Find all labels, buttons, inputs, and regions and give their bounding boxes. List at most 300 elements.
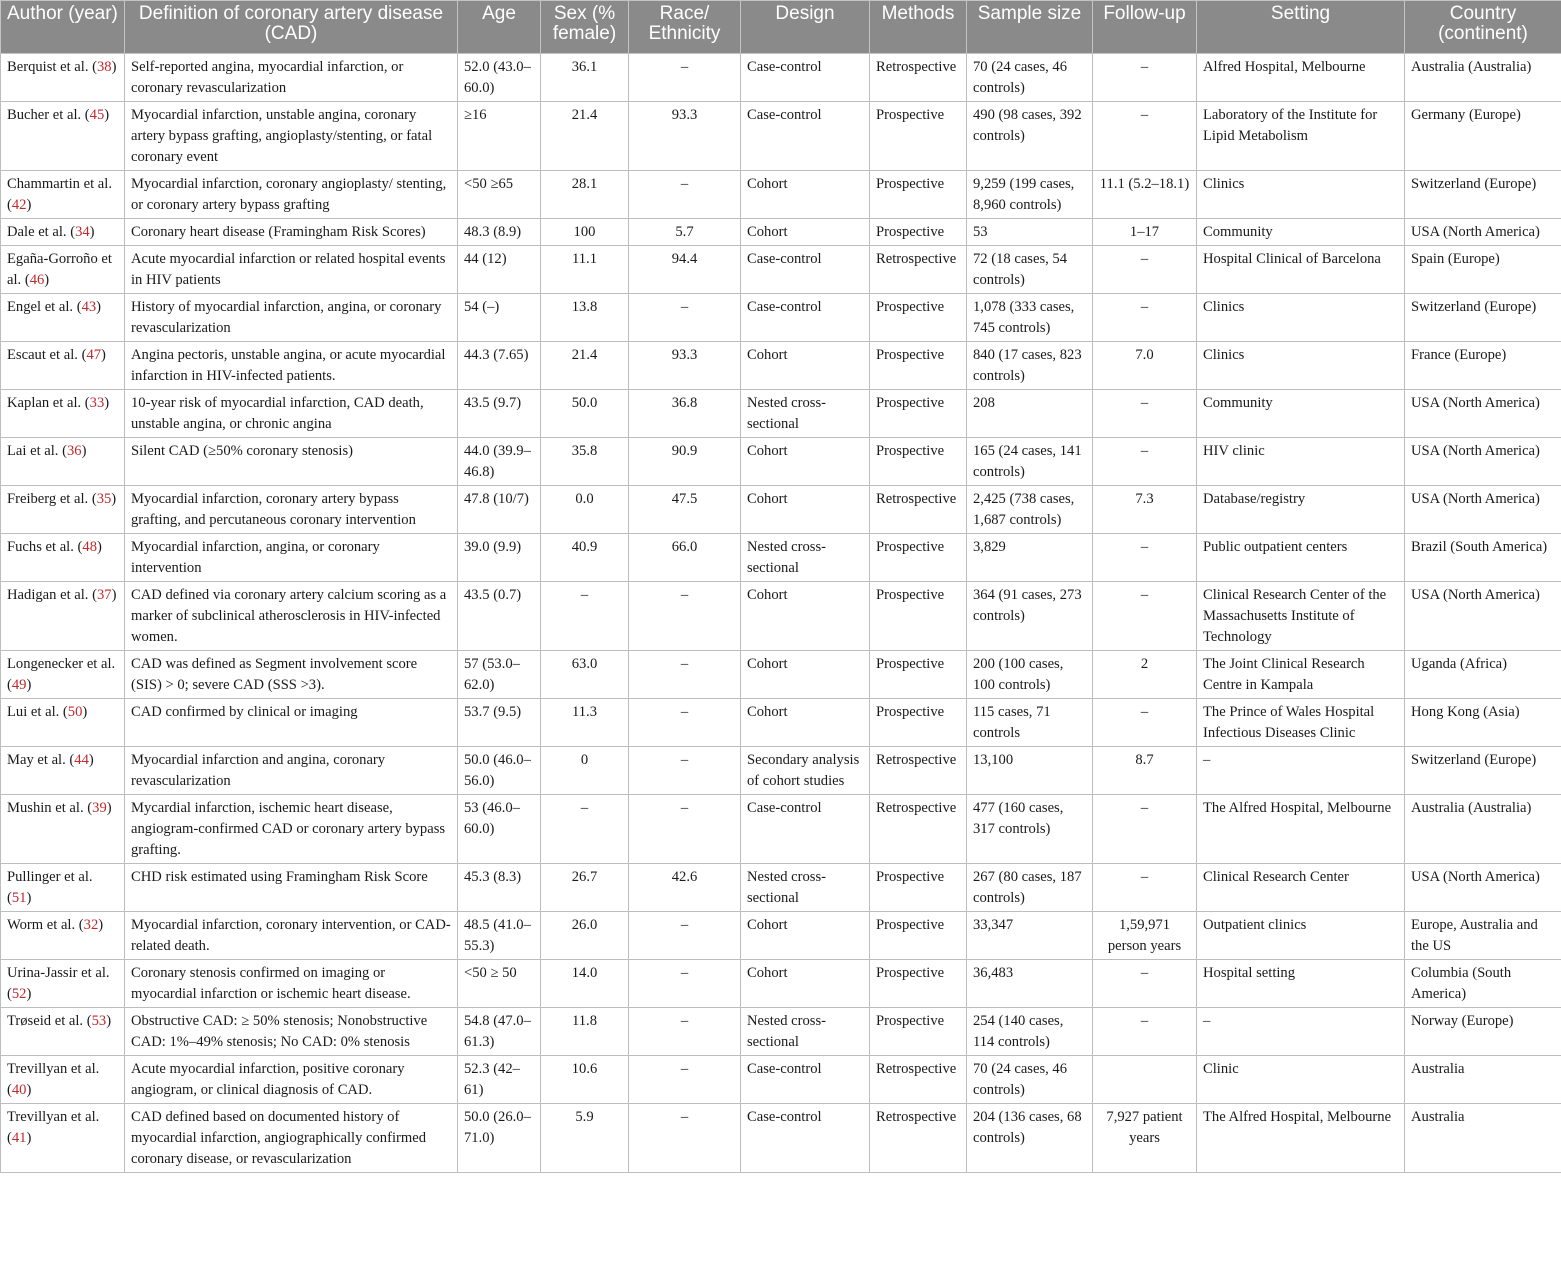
cell-sex: 5.9 bbox=[541, 1104, 629, 1173]
table-row bbox=[1, 747, 1561, 795]
reference-link[interactable]: 36 bbox=[66, 443, 82, 459]
cell-sex: 28.1 bbox=[541, 171, 629, 219]
cell-sex: 26.7 bbox=[541, 864, 629, 912]
cell-follow-up: – bbox=[1093, 534, 1197, 582]
reference-link[interactable]: 53 bbox=[91, 1013, 107, 1029]
cell-author: May et al. (44) bbox=[1, 747, 125, 795]
cell-follow-up: 7,927 patient years bbox=[1093, 1104, 1197, 1173]
cell-design: Case-control bbox=[741, 1104, 870, 1173]
cell-race: – bbox=[629, 651, 741, 699]
cell-race: – bbox=[629, 54, 741, 102]
author-name: Bucher et al. bbox=[7, 107, 82, 123]
author-name: Egaña-Gorroño et al. bbox=[7, 251, 112, 288]
cell-follow-up: – bbox=[1093, 438, 1197, 486]
cell-design: Nested cross-sectional bbox=[741, 1008, 870, 1056]
author-name: Dale et al. bbox=[7, 224, 67, 240]
cell-race: – bbox=[629, 582, 741, 651]
cell-sample-size: 204 (136 cases, 68 controls) bbox=[967, 1104, 1093, 1173]
cell-sample-size: 165 (24 cases, 141 controls) bbox=[967, 438, 1093, 486]
cell-age: <50 ≥ 50 bbox=[458, 960, 541, 1008]
cell-race: – bbox=[629, 747, 741, 795]
cell-age: 54.8 (47.0–61.3) bbox=[458, 1008, 541, 1056]
cell-follow-up: – bbox=[1093, 699, 1197, 747]
author-name: Longenecker et al. bbox=[7, 656, 116, 672]
cell-definition: Mycardial infarction, ischemic heart disease, angiogram-confirmed CAD or coronary artery bypass grafting. bbox=[125, 795, 458, 864]
cell-sample-size: 36,483 bbox=[967, 960, 1093, 1008]
cell-country: Australia (Australia) bbox=[1405, 54, 1561, 102]
cell-definition: CAD was defined as Segment involvement score (SIS) > 0; severe CAD (SSS >3). bbox=[125, 651, 458, 699]
reference-link[interactable]: 45 bbox=[89, 107, 105, 123]
table-row bbox=[1, 582, 1561, 651]
cell-sample-size: 3,829 bbox=[967, 534, 1093, 582]
cell-setting: Clinics bbox=[1197, 171, 1405, 219]
cell-sex: 63.0 bbox=[541, 651, 629, 699]
cell-setting: Clinic bbox=[1197, 1056, 1405, 1104]
table-row bbox=[1, 1056, 1561, 1104]
cell-country: Uganda (Africa) bbox=[1405, 651, 1561, 699]
cell-design: Case-control bbox=[741, 795, 870, 864]
cell-age: 50.0 (26.0–71.0) bbox=[458, 1104, 541, 1173]
cell-setting: Community bbox=[1197, 219, 1405, 246]
cell-follow-up: – bbox=[1093, 864, 1197, 912]
cell-age: 43.5 (0.7) bbox=[458, 582, 541, 651]
cell-author: Trøseid et al. (53) bbox=[1, 1008, 125, 1056]
cell-methods: Prospective bbox=[870, 582, 967, 651]
cell-methods: Retrospective bbox=[870, 747, 967, 795]
cell-sex: – bbox=[541, 795, 629, 864]
header-sample-size: Sample size bbox=[967, 1, 1093, 54]
cell-author: Urina-Jassir et al. (52) bbox=[1, 960, 125, 1008]
header-race: Race/ Ethnicity bbox=[629, 1, 741, 54]
cell-sex: 11.8 bbox=[541, 1008, 629, 1056]
header-author: Author (year) bbox=[1, 1, 125, 54]
cell-country: Europe, Australia and the US bbox=[1405, 912, 1561, 960]
cell-design: Cohort bbox=[741, 171, 870, 219]
cell-sample-size: 70 (24 cases, 46 controls) bbox=[967, 1056, 1093, 1104]
cell-sample-size: 9,259 (199 cases, 8,960 controls) bbox=[967, 171, 1093, 219]
cell-follow-up: – bbox=[1093, 1008, 1197, 1056]
reference-link[interactable]: 34 bbox=[75, 224, 90, 240]
author-name: Trøseid et al. bbox=[7, 1013, 84, 1029]
cell-author: Fuchs et al. (48) bbox=[1, 534, 125, 582]
table-row bbox=[1, 486, 1561, 534]
cell-design: Cohort bbox=[741, 582, 870, 651]
reference-link[interactable]: 38 bbox=[96, 59, 112, 75]
cell-setting: Clinics bbox=[1197, 342, 1405, 390]
cell-country: Australia bbox=[1405, 1104, 1561, 1173]
header-row bbox=[1, 1, 1561, 54]
cell-author: Escaut et al. (47) bbox=[1, 342, 125, 390]
cell-race: 93.3 bbox=[629, 102, 741, 171]
reference-link[interactable]: 42 bbox=[11, 197, 27, 213]
cell-sample-size: 200 (100 cases, 100 controls) bbox=[967, 651, 1093, 699]
cell-methods: Prospective bbox=[870, 102, 967, 171]
cell-race: – bbox=[629, 795, 741, 864]
cell-author: Berquist et al. (38) bbox=[1, 54, 125, 102]
cell-design: Cohort bbox=[741, 699, 870, 747]
author-name: Kaplan et al. bbox=[7, 395, 82, 411]
reference-link[interactable]: 51 bbox=[11, 890, 27, 906]
cell-design: Case-control bbox=[741, 102, 870, 171]
cell-race: – bbox=[629, 171, 741, 219]
cell-definition: Acute myocardial infarction or related hospital events in HIV patients bbox=[125, 246, 458, 294]
table-row bbox=[1, 171, 1561, 219]
cell-age: 53.7 (9.5) bbox=[458, 699, 541, 747]
cell-age: 50.0 (46.0–56.0) bbox=[458, 747, 541, 795]
cell-author: Mushin et al. (39) bbox=[1, 795, 125, 864]
cell-age: 44.0 (39.9–46.8) bbox=[458, 438, 541, 486]
cell-race: – bbox=[629, 1008, 741, 1056]
cell-sample-size: 53 bbox=[967, 219, 1093, 246]
cell-follow-up: – bbox=[1093, 294, 1197, 342]
cell-country: Norway (Europe) bbox=[1405, 1008, 1561, 1056]
cell-methods: Retrospective bbox=[870, 1104, 967, 1173]
cell-age: 53 (46.0–60.0) bbox=[458, 795, 541, 864]
cell-sample-size: 267 (80 cases, 187 controls) bbox=[967, 864, 1093, 912]
cell-definition: History of myocardial infarction, angina, or coronary revascularization bbox=[125, 294, 458, 342]
cell-setting: – bbox=[1197, 1008, 1405, 1056]
cell-age: 52.0 (43.0–60.0) bbox=[458, 54, 541, 102]
cell-setting: Hospital Clinical of Barcelona bbox=[1197, 246, 1405, 294]
cell-sex: 26.0 bbox=[541, 912, 629, 960]
cell-methods: Prospective bbox=[870, 219, 967, 246]
cell-methods: Retrospective bbox=[870, 486, 967, 534]
author-name: Chammartin et al. bbox=[7, 176, 112, 192]
cell-race: – bbox=[629, 1104, 741, 1173]
cell-methods: Prospective bbox=[870, 390, 967, 438]
reference-link[interactable]: 50 bbox=[67, 704, 83, 720]
cell-race: 42.6 bbox=[629, 864, 741, 912]
cell-setting: Clinics bbox=[1197, 294, 1405, 342]
reference-link[interactable]: 52 bbox=[11, 986, 27, 1002]
cell-sex: 36.1 bbox=[541, 54, 629, 102]
author-name: Freiberg et al. bbox=[7, 491, 89, 507]
cell-definition: CAD confirmed by clinical or imaging bbox=[125, 699, 458, 747]
cell-author: Dale et al. (34) bbox=[1, 219, 125, 246]
cell-sample-size: 33,347 bbox=[967, 912, 1093, 960]
cell-definition: Myocardial infarction, angina, or coronary intervention bbox=[125, 534, 458, 582]
reference-link[interactable]: 32 bbox=[83, 917, 99, 933]
cell-country: France (Europe) bbox=[1405, 342, 1561, 390]
cell-author: Pullinger et al. (51) bbox=[1, 864, 125, 912]
cell-definition: Obstructive CAD: ≥ 50% stenosis; Nonobstructive CAD: 1%–49% stenosis; No CAD: 0% stenosis bbox=[125, 1008, 458, 1056]
cell-setting: Clinical Research Center of the Massachusetts Institute of Technology bbox=[1197, 582, 1405, 651]
cell-country: Spain (Europe) bbox=[1405, 246, 1561, 294]
author-name: Pullinger et al. bbox=[7, 869, 93, 885]
cell-author: Kaplan et al. (33) bbox=[1, 390, 125, 438]
table-row bbox=[1, 1104, 1561, 1173]
cell-country: Germany (Europe) bbox=[1405, 102, 1561, 171]
cell-sex: 0 bbox=[541, 747, 629, 795]
cell-country: Australia (Australia) bbox=[1405, 795, 1561, 864]
reference-link[interactable]: 40 bbox=[11, 1082, 27, 1098]
cell-country: USA (North America) bbox=[1405, 486, 1561, 534]
cell-sample-size: 70 (24 cases, 46 controls) bbox=[967, 54, 1093, 102]
cell-setting: Database/registry bbox=[1197, 486, 1405, 534]
cell-author: Longenecker et al. (49) bbox=[1, 651, 125, 699]
cell-sex: 40.9 bbox=[541, 534, 629, 582]
author-name: Escaut et al. bbox=[7, 347, 78, 363]
table-row bbox=[1, 54, 1561, 102]
table-row bbox=[1, 651, 1561, 699]
reference-link[interactable]: 43 bbox=[81, 299, 97, 315]
reference-link[interactable]: 33 bbox=[89, 395, 105, 411]
header-sex: Sex (% female) bbox=[541, 1, 629, 54]
cell-sample-size: 115 cases, 71 controls bbox=[967, 699, 1093, 747]
author-name: Lai et al. bbox=[7, 443, 59, 459]
cell-age: 52.3 (42–61) bbox=[458, 1056, 541, 1104]
author-name: Berquist et al. bbox=[7, 59, 89, 75]
cell-author: Engel et al. (43) bbox=[1, 294, 125, 342]
cell-follow-up: 7.3 bbox=[1093, 486, 1197, 534]
cell-definition: Silent CAD (≥50% coronary stenosis) bbox=[125, 438, 458, 486]
reference-link[interactable]: 44 bbox=[74, 752, 89, 768]
cell-sex: 0.0 bbox=[541, 486, 629, 534]
cell-country: Switzerland (Europe) bbox=[1405, 171, 1561, 219]
cell-follow-up: 11.1 (5.2–18.1) bbox=[1093, 171, 1197, 219]
cell-sample-size: 490 (98 cases, 392 controls) bbox=[967, 102, 1093, 171]
cell-country: USA (North America) bbox=[1405, 219, 1561, 246]
cell-sex: 35.8 bbox=[541, 438, 629, 486]
cell-country: Columbia (South America) bbox=[1405, 960, 1561, 1008]
cell-age: 44.3 (7.65) bbox=[458, 342, 541, 390]
cell-age: 54 (–) bbox=[458, 294, 541, 342]
cell-country: USA (North America) bbox=[1405, 390, 1561, 438]
cell-country: Australia bbox=[1405, 1056, 1561, 1104]
cell-country: Brazil (South America) bbox=[1405, 534, 1561, 582]
cell-sex: – bbox=[541, 582, 629, 651]
cell-follow-up: 2 bbox=[1093, 651, 1197, 699]
cell-sample-size: 208 bbox=[967, 390, 1093, 438]
cell-setting: The Alfred Hospital, Melbourne bbox=[1197, 795, 1405, 864]
cell-age: 47.8 (10/7) bbox=[458, 486, 541, 534]
cell-definition: Coronary stenosis confirmed on imaging or myocardial infarction or ischemic heart disease. bbox=[125, 960, 458, 1008]
cell-country: Hong Kong (Asia) bbox=[1405, 699, 1561, 747]
reference-link[interactable]: 48 bbox=[82, 539, 97, 555]
cell-race: 47.5 bbox=[629, 486, 741, 534]
cell-follow-up: – bbox=[1093, 960, 1197, 1008]
cell-race: – bbox=[629, 960, 741, 1008]
cell-follow-up: – bbox=[1093, 246, 1197, 294]
cell-author: Bucher et al. (45) bbox=[1, 102, 125, 171]
reference-link[interactable]: 39 bbox=[92, 800, 107, 816]
cell-definition: Coronary heart disease (Framingham Risk Scores) bbox=[125, 219, 458, 246]
cell-setting: Community bbox=[1197, 390, 1405, 438]
cell-sex: 100 bbox=[541, 219, 629, 246]
header-follow-up: Follow-up bbox=[1093, 1, 1197, 54]
cell-methods: Prospective bbox=[870, 171, 967, 219]
cell-sample-size: 72 (18 cases, 54 controls) bbox=[967, 246, 1093, 294]
cell-race: 66.0 bbox=[629, 534, 741, 582]
cell-age: 57 (53.0–62.0) bbox=[458, 651, 541, 699]
table-row bbox=[1, 246, 1561, 294]
table-row bbox=[1, 864, 1561, 912]
cell-age: <50 ≥65 bbox=[458, 171, 541, 219]
table-header bbox=[1, 1, 1561, 54]
cell-methods: Retrospective bbox=[870, 54, 967, 102]
cell-setting: Alfred Hospital, Melbourne bbox=[1197, 54, 1405, 102]
cell-methods: Prospective bbox=[870, 864, 967, 912]
reference-link[interactable]: 47 bbox=[86, 347, 102, 363]
cell-race: 5.7 bbox=[629, 219, 741, 246]
cell-design: Cohort bbox=[741, 960, 870, 1008]
cell-design: Cohort bbox=[741, 438, 870, 486]
cell-design: Cohort bbox=[741, 912, 870, 960]
table-body bbox=[1, 54, 1561, 1173]
table-row bbox=[1, 795, 1561, 864]
cell-race: 94.4 bbox=[629, 246, 741, 294]
cell-sex: 21.4 bbox=[541, 102, 629, 171]
table-row bbox=[1, 1008, 1561, 1056]
cell-age: 39.0 (9.9) bbox=[458, 534, 541, 582]
cell-race: 36.8 bbox=[629, 390, 741, 438]
cell-race: – bbox=[629, 699, 741, 747]
cell-age: ≥16 bbox=[458, 102, 541, 171]
header-age: Age bbox=[458, 1, 541, 54]
cell-setting: Outpatient clinics bbox=[1197, 912, 1405, 960]
cell-methods: Prospective bbox=[870, 960, 967, 1008]
cell-follow-up: 1–17 bbox=[1093, 219, 1197, 246]
cell-sex: 11.1 bbox=[541, 246, 629, 294]
table-row bbox=[1, 342, 1561, 390]
cell-design: Case-control bbox=[741, 1056, 870, 1104]
reference-link[interactable]: 37 bbox=[96, 587, 112, 603]
header-setting: Setting bbox=[1197, 1, 1405, 54]
cell-follow-up: 1,59,971 person years bbox=[1093, 912, 1197, 960]
cell-definition: CAD defined via coronary artery calcium scoring as a marker of subclinical atherosclerosis in HIV-infected women. bbox=[125, 582, 458, 651]
cell-methods: Prospective bbox=[870, 534, 967, 582]
cell-sex: 14.0 bbox=[541, 960, 629, 1008]
cell-design: Secondary analysis of cohort studies bbox=[741, 747, 870, 795]
header-design: Design bbox=[741, 1, 870, 54]
cell-race: – bbox=[629, 912, 741, 960]
cell-age: 44 (12) bbox=[458, 246, 541, 294]
cell-age: 43.5 (9.7) bbox=[458, 390, 541, 438]
cell-sex: 21.4 bbox=[541, 342, 629, 390]
cell-definition: Myocardial infarction, coronary intervention, or CAD-related death. bbox=[125, 912, 458, 960]
author-name: Urina-Jassir et al. bbox=[7, 965, 110, 981]
reference-link[interactable]: 35 bbox=[96, 491, 112, 507]
author-name: Mushin et al. bbox=[7, 800, 84, 816]
cell-author: Lui et al. (50) bbox=[1, 699, 125, 747]
cell-methods: Prospective bbox=[870, 294, 967, 342]
cell-design: Case-control bbox=[741, 294, 870, 342]
cell-definition: CAD defined based on documented history of myocardial infarction, angiographically confirmed coronary disease, or revascularization bbox=[125, 1104, 458, 1173]
cell-setting: – bbox=[1197, 747, 1405, 795]
cell-sex: 11.3 bbox=[541, 699, 629, 747]
cell-follow-up: – bbox=[1093, 54, 1197, 102]
cell-follow-up: – bbox=[1093, 795, 1197, 864]
author-name: Trevillyan et al. bbox=[7, 1109, 100, 1125]
cell-design: Case-control bbox=[741, 246, 870, 294]
reference-link[interactable]: 49 bbox=[11, 677, 27, 693]
cell-design: Cohort bbox=[741, 486, 870, 534]
cell-sample-size: 13,100 bbox=[967, 747, 1093, 795]
author-name: Hadigan et al. bbox=[7, 587, 89, 603]
cell-age: 48.3 (8.9) bbox=[458, 219, 541, 246]
cell-design: Nested cross-sectional bbox=[741, 390, 870, 438]
cell-follow-up: – bbox=[1093, 582, 1197, 651]
cell-design: Nested cross-sectional bbox=[741, 864, 870, 912]
cell-race: 90.9 bbox=[629, 438, 741, 486]
cell-setting: The Alfred Hospital, Melbourne bbox=[1197, 1104, 1405, 1173]
author-name: Worm et al. bbox=[7, 917, 76, 933]
cell-definition: Myocardial infarction, coronary angioplasty/ stenting, or coronary artery bypass grafting bbox=[125, 171, 458, 219]
cell-follow-up: – bbox=[1093, 390, 1197, 438]
cell-setting: The Prince of Wales Hospital Infectious Diseases Clinic bbox=[1197, 699, 1405, 747]
cell-country: Switzerland (Europe) bbox=[1405, 294, 1561, 342]
cell-sample-size: 477 (160 cases, 317 controls) bbox=[967, 795, 1093, 864]
table-row bbox=[1, 390, 1561, 438]
cell-author: Worm et al. (32) bbox=[1, 912, 125, 960]
cell-definition: CHD risk estimated using Framingham Risk Score bbox=[125, 864, 458, 912]
cell-methods: Prospective bbox=[870, 438, 967, 486]
cell-author: Trevillyan et al. (41) bbox=[1, 1104, 125, 1173]
cell-country: Switzerland (Europe) bbox=[1405, 747, 1561, 795]
cell-follow-up bbox=[1093, 1056, 1197, 1104]
table-row bbox=[1, 102, 1561, 171]
cell-sample-size: 840 (17 cases, 823 controls) bbox=[967, 342, 1093, 390]
cell-methods: Prospective bbox=[870, 342, 967, 390]
table-row bbox=[1, 534, 1561, 582]
cell-methods: Retrospective bbox=[870, 795, 967, 864]
cell-methods: Retrospective bbox=[870, 246, 967, 294]
cell-race: – bbox=[629, 1056, 741, 1104]
cell-race: – bbox=[629, 294, 741, 342]
cell-sample-size: 1,078 (333 cases, 745 controls) bbox=[967, 294, 1093, 342]
table-row bbox=[1, 960, 1561, 1008]
cell-design: Cohort bbox=[741, 342, 870, 390]
cell-sex: 10.6 bbox=[541, 1056, 629, 1104]
cell-sample-size: 364 (91 cases, 273 controls) bbox=[967, 582, 1093, 651]
cell-design: Cohort bbox=[741, 219, 870, 246]
reference-link[interactable]: 46 bbox=[29, 272, 45, 288]
author-name: Trevillyan et al. bbox=[7, 1061, 100, 1077]
cell-country: USA (North America) bbox=[1405, 582, 1561, 651]
cell-follow-up: 8.7 bbox=[1093, 747, 1197, 795]
cell-setting: Public outpatient centers bbox=[1197, 534, 1405, 582]
cell-definition: Myocardial infarction and angina, coronary revascularization bbox=[125, 747, 458, 795]
table-row bbox=[1, 699, 1561, 747]
cell-setting: The Joint Clinical Research Centre in Kampala bbox=[1197, 651, 1405, 699]
cell-sex: 13.8 bbox=[541, 294, 629, 342]
cell-setting: HIV clinic bbox=[1197, 438, 1405, 486]
cell-definition: Self-reported angina, myocardial infarction, or coronary revascularization bbox=[125, 54, 458, 102]
cell-definition: 10-year risk of myocardial infarction, CAD death, unstable angina, or chronic angina bbox=[125, 390, 458, 438]
cell-methods: Retrospective bbox=[870, 1056, 967, 1104]
cell-methods: Prospective bbox=[870, 1008, 967, 1056]
cell-definition: Angina pectoris, unstable angina, or acute myocardial infarction in HIV-infected patients. bbox=[125, 342, 458, 390]
cell-country: USA (North America) bbox=[1405, 438, 1561, 486]
cell-sample-size: 2,425 (738 cases, 1,687 controls) bbox=[967, 486, 1093, 534]
cell-definition: Myocardial infarction, coronary artery bypass grafting, and percutaneous coronary intervention bbox=[125, 486, 458, 534]
author-name: Engel et al. bbox=[7, 299, 74, 315]
cell-methods: Prospective bbox=[870, 699, 967, 747]
author-name: Fuchs et al. bbox=[7, 539, 74, 555]
cell-author: Lai et al. (36) bbox=[1, 438, 125, 486]
table-row bbox=[1, 219, 1561, 246]
cell-methods: Prospective bbox=[870, 912, 967, 960]
cell-sample-size: 254 (140 cases, 114 controls) bbox=[967, 1008, 1093, 1056]
cell-author: Freiberg et al. (35) bbox=[1, 486, 125, 534]
cell-author: Hadigan et al. (37) bbox=[1, 582, 125, 651]
reference-link[interactable]: 41 bbox=[11, 1130, 27, 1146]
cell-methods: Prospective bbox=[870, 651, 967, 699]
cell-author: Egaña-Gorroño et al. (46) bbox=[1, 246, 125, 294]
cell-age: 48.5 (41.0–55.3) bbox=[458, 912, 541, 960]
cell-setting: Laboratory of the Institute for Lipid Metabolism bbox=[1197, 102, 1405, 171]
cell-design: Case-control bbox=[741, 54, 870, 102]
